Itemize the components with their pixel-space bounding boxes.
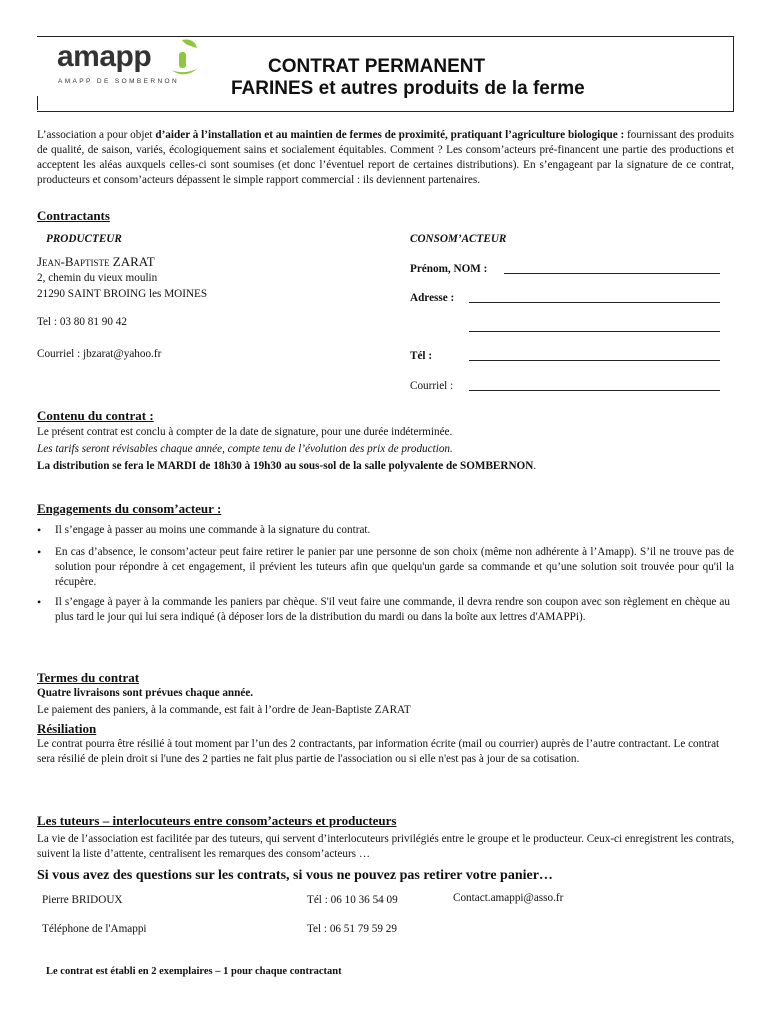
contact-email[interactable]: Contact.amappi@asso.fr — [453, 892, 564, 904]
consomacteur-tel-label: Tél : — [410, 350, 433, 362]
contenu-line-distribution — [37, 459, 536, 474]
contenu-line-tarifs: Les tarifs seront révisables chaque année, compte tenu de l’évolution des prix de production. — [37, 443, 453, 455]
header-frame-left — [37, 96, 38, 110]
intro-paragraph — [37, 128, 734, 188]
tuteurs-text: La vie de l’association est facilitée par des tuteurs, qui servent d’interlocuteurs privilégiés entre le groupe et le producteur. Ceux-ci enregistrent les contrats, suivent la liste d’attente, centralisent les remarques des consom’acteurs … — [37, 833, 734, 860]
tuteurs-heading: Les tuteurs – interlocuteurs entre consom’acteurs et producteurs — [37, 813, 397, 828]
consomacteur-email-field[interactable] — [469, 390, 720, 391]
engagements-list — [37, 523, 734, 625]
page-title-line2: FARINES et autres produits de la ferme — [231, 78, 585, 99]
producteur-label: PRODUCTEUR — [46, 233, 122, 245]
contenu-heading-suffix: : — [146, 408, 154, 423]
engagement-item: • Il s’engage à passer au moins une commande à la signature du contrat. — [37, 523, 734, 538]
consomacteur-email-label: Courriel : — [410, 380, 454, 392]
logo-wordmark: amapp — [57, 40, 152, 73]
consomacteur-address-field-1[interactable] — [469, 302, 720, 303]
contact1-name: Pierre BRIDOUX — [42, 894, 123, 906]
header-frame-top — [37, 36, 733, 37]
engagements-heading: Engagements du consom’acteur : — [37, 501, 222, 516]
questions-heading: Si vous avez des questions sur les contrats, si vous ne pouvez pas retirer votre panier… — [37, 868, 553, 883]
termes-livraisons: Quatre livraisons sont prévues chaque année. — [37, 687, 254, 699]
footer-note: Le contrat est établi en 2 exemplaires – 1 pour chaque contractant — [46, 966, 342, 977]
contenu-distribution-text: La distribution se fera le MARDI de 18h30 à 19h30 au sous-sol de la salle polyvalente de SOMBERNON — [37, 460, 534, 472]
contact1-tel: Tél : 06 10 36 54 09 — [307, 894, 398, 906]
termes-paiement: Le paiement des paniers, à la commande, est fait à l’ordre de Jean-Baptiste ZARAT — [37, 704, 411, 716]
consomacteur-tel-field[interactable] — [469, 360, 720, 361]
contenu-line-duration: Le présent contrat est conclu à compter de la date de signature, pour une durée indéterminée. — [37, 426, 453, 438]
logo-subtitle: AMAPP DE SOMBERNON — [58, 78, 180, 85]
amapp-logo — [57, 40, 217, 90]
header-frame-right — [733, 36, 734, 112]
contact2-name: Téléphone de l'Amappi — [42, 923, 147, 935]
logo-i-leaf-icon — [168, 38, 200, 78]
consomacteur-name-label: Prénom, NOM : — [410, 263, 488, 275]
consomacteur-address-label: Adresse : — [410, 292, 455, 304]
producteur-name: Jean-Baptiste ZARAT — [37, 254, 155, 269]
consomacteur-label: CONSOM’ACTEUR — [410, 233, 507, 245]
contenu-heading — [37, 408, 154, 424]
consomacteur-address-field-2[interactable] — [469, 331, 720, 332]
consomacteur-name-field[interactable] — [504, 273, 720, 274]
producteur-tel: Tel : 03 80 81 90 42 — [37, 316, 127, 328]
intro-text-bold: d’aider à l’installation et au maintien de fermes de proximité, pratiquant l’agriculture biologique : — [155, 129, 625, 141]
intro-text-rest: fournissant des produits de qualité, de saison, variés, écologiquement sains et socialement équitables. Comment ? Les consom’acteurs pré-financent une partie des productions et acceptent les aléas auxquels celles-ci sont soumises (et donc l’éventuel report de certaines distributions). En s’engageant par la signature de ce contrat, producteurs et consom’acteurs dépassent le simple rapport commercial : ils deviennent partenaires. — [37, 129, 734, 186]
contenu-heading-text: Contenu du contrat — [37, 408, 147, 423]
termes-heading: Termes du contrat — [37, 670, 140, 685]
contact2-tel: Tel : 06 51 79 59 29 — [307, 923, 397, 935]
contractants-heading: Contractants — [37, 208, 110, 223]
producteur-address-line1: 2, chemin du vieux moulin — [37, 272, 158, 284]
header-frame-bottom — [37, 111, 733, 112]
contenu-distribution-end: . — [533, 460, 537, 472]
engagement-item: • En cas d’absence, le consom’acteur peut faire retirer le panier par une personne de son choix (même non adhérente à l’Amapp). S’il ne trouve pas de solution pour répondre à cet engagement, il prévient les tuteurs afin que quelqu'un garde sa commande et qu’une solution soit trouvée pour qu'il la récupère. — [37, 545, 734, 590]
page-title-line1: CONTRAT PERMANENT — [268, 56, 486, 77]
intro-text-start: L’association a pour objet — [37, 129, 156, 141]
producteur-address-line2: 21290 SAINT BROING les MOINES — [37, 288, 208, 300]
engagement-item: • Il s’engage à payer à la commande les paniers par chèque. S'il veut faire une commande, il devra rendre son coupon avec son règlement en chèque au plus tard le jour qui lui sera indiqué (à déposer lors de la distribution du mardi ou dans la boîte aux lettres d'AMAPPi). — [37, 595, 734, 625]
resiliation-heading: Résiliation — [37, 721, 97, 736]
producteur-email: Courriel : jbzarat@yahoo.fr — [37, 348, 162, 360]
resiliation-text: Le contrat pourra être résilié à tout moment par l’un des 2 contractants, par information écrite (mail ou courrier) auprès de l’autre contractant. Le contrat sera résilié de plein droit si l'une des 2 parties ne fait plus partie de l'association ou si elle n'est pas à jour de sa cotisation. — [37, 738, 720, 765]
